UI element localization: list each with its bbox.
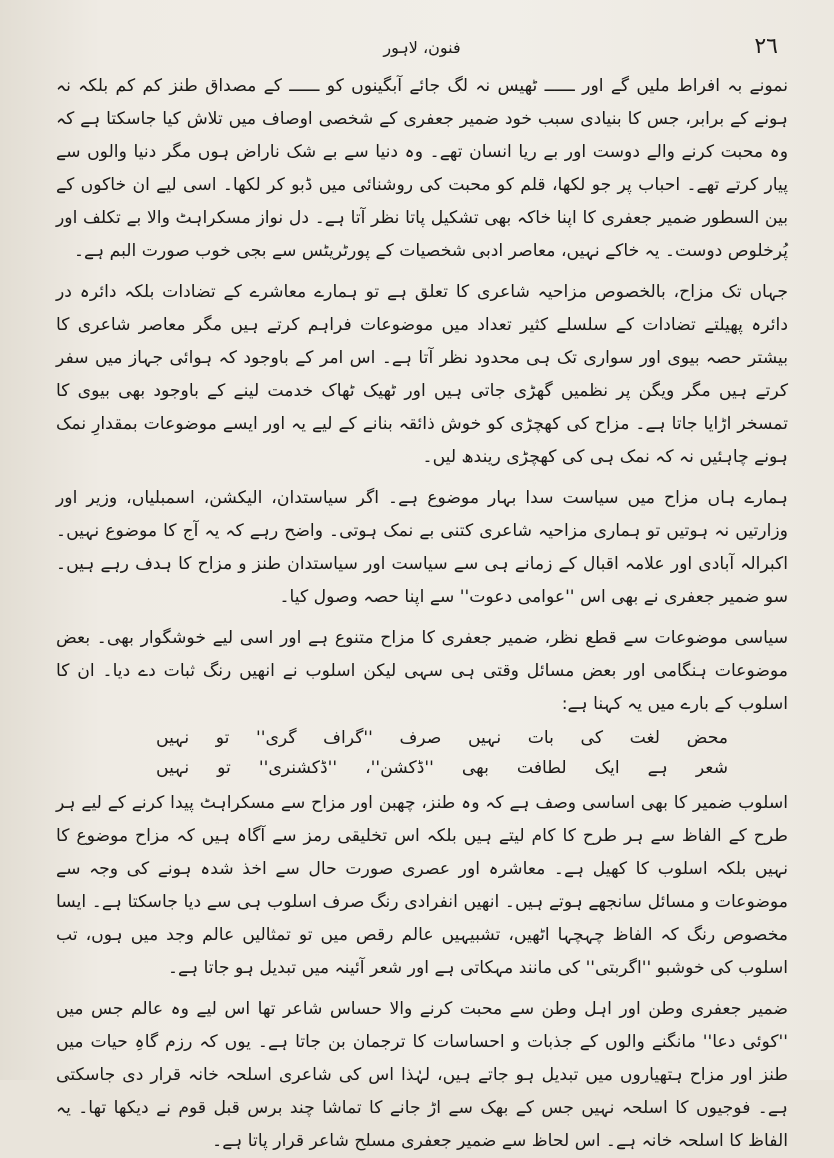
poem-quote (156, 723, 728, 783)
paragraph-6: ضمیر جعفری وطن اور اہل وطن سے محبت کرنے والا حساس شاعر تھا اس لیے وہ عالم جس میں ''کوئی دعا'' مانگنے والوں کے جذبات و احساسات کا ترجمان بن جاتا ہے۔ یوں کہ رزم گاہِ حیات میں طنز اور مزاح ہتھیاروں میں تبدیل ہو جاتے ہیں، لہٰذا اس کی شاعری اسلحہ خانہ قرار دی جاسکتی ہے۔ فوجیوں کا اسلحہ نہیں جس کے بھک سے اڑ جانے کا تماشا چند برس قبل قوم نے دیکھا تھا۔ یہ الفاظ کا اسلحہ خانہ ہے۔ اس لحاظ سے ضمیر جعفری مسلح شاعر قرار پاتا ہے۔ (56, 999, 788, 1151)
paragraph-5: اسلوب ضمیر کا بھی اساسی وصف ہے کہ وہ طنز، چھبن اور مزاح سے مسکراہٹ پیدا کرنے کے لیے ہر طرح کے الفاظ سے ہر طرح کا کام لیتے ہیں بلکہ اس تخلیقی رمز سے آگاہ ہیں کہ مزاح موضوع کا نہیں بلکہ اسلوب کا کھیل ہے۔ معاشرہ اور عصری صورت حال سے اخذ شدہ ہونے کی وجہ سے موضوعات و مسائل سانجھے ہوتے ہیں۔ انھیں انفرادی رنگ صرف اسلوب ہی سے دیا جاسکتا ہے۔ ایسا مخصوص رنگ کہ الفاظ چہچہا اٹھیں، تشبیہیں عالم رقص میں تو تمثالیں عالم وجد میں ہوں، تب اسلوب کی خوشبو ''اگربتی'' کی مانند مہکاتی ہے اور شعر آئینہ میں تبدیل ہو جاتا ہے۔ (56, 793, 788, 978)
paragraph-1: نمونے بہ افراط ملیں گے اور ــــــ ٹھیس نہ لگ جائے آبگینوں کو ــــــ کے مصداق طنز کم کم بلکہ نہ ہونے کے برابر، جس کا بنیادی سبب خود ضمیر جعفری کے شخصی اوصاف میں تلاش کیا جاسکتا ہے کہ وہ محبت کرنے والے دوست اور بے ریا انسان تھے۔ وہ دنیا سے بے شک ناراض ہوں مگر دنیا والوں سے پیار کرتے تھے۔ احباب پر جو لکھا، قلم کو محبت کی روشنائی میں ڈبو کر لکھا۔ اسی لیے ان خاکوں کے بین السطور ضمیر جعفری کا اپنا خاکہ بھی تشکیل پاتا نظر آتا ہے۔ دل نواز مسکراہٹ والا بے تکلف اور پُرخلوص دوست۔ یہ خاکے نہیں، معاصر ادبی شخصیات کے پورٹریٹس سے بجی خوب صورت البم ہے۔ (56, 76, 788, 261)
page-body (56, 70, 788, 1158)
poem-line-1: محض لغت کی بات نہیں صرف ''گراف گری'' تو نہیں (156, 728, 728, 748)
poem-line-2: شعر ہے ایک لطافت بھی ''ڈکشن''، ''ڈکشنری'' تو نہیں (156, 758, 728, 778)
paragraph-3: ہمارے ہاں مزاح میں سیاست سدا بہار موضوع ہے۔ اگر سیاستدان، الیکشن، اسمبلیاں، وزیر اور وزارتیں نہ ہوتیں تو ہماری مزاحیہ شاعری کتنی بے نمک ہوتی۔ واضح رہے کہ یہ آج کا موضوع نہیں۔ اکبرالہ آبادی اور علامہ اقبال کے زمانے ہی سے سیاست اور سیاستدان طنز و مزاح کا ہدف رہے ہیں۔ سو ضمیر جعفری نے بھی اس ''عوامی دعوت'' سے اپنا حصہ وصول کیا۔ (56, 488, 788, 607)
page-header (56, 30, 788, 70)
page-number: ٢٦ (754, 34, 778, 59)
running-head: فنون، لاہور (383, 38, 461, 57)
paragraph-2: جہاں تک مزاح، بالخصوص مزاحیہ شاعری کا تعلق ہے تو ہمارے معاشرے کے تضادات بلکہ دائرہ در دائرہ پھیلتے تضادات کے سلسلے کثیر تعداد میں موضوعات فراہم کرتے ہیں مگر معاصر شاعری کا بیشتر حصہ بیوی اور سواری تک ہی محدود نظر آتا ہے۔ اس امر کے باوجود کہ ہوائی جہاز میں سفر کرتے ہیں مگر ویگن پر نظمیں گھڑی جاتی ہیں اور ٹھیک ٹھاک خدمت لینے کے باوجود بھی بیوی کا تمسخر اڑایا جاتا ہے۔ مزاح کی کھچڑی کو خوش ذائقہ بنانے کے لیے یہ اور ایسے موضوعات بمقدارِ نمک ہونے چاہئیں نہ کہ نمک ہی کی کھچڑی ریندھ لیں۔ (56, 282, 788, 467)
paragraph-4: سیاسی موضوعات سے قطع نظر، ضمیر جعفری کا مزاح متنوع ہے اور اسی لیے خوشگوار بھی۔ بعض موضوعات ہنگامی اور بعض مسائل وقتی ہی سہی لیکن اسلوب نے انھیں رنگ ثبات دے دیا۔ ان کا اسلوب کے بارے میں یہ کہنا ہے: (56, 628, 788, 714)
